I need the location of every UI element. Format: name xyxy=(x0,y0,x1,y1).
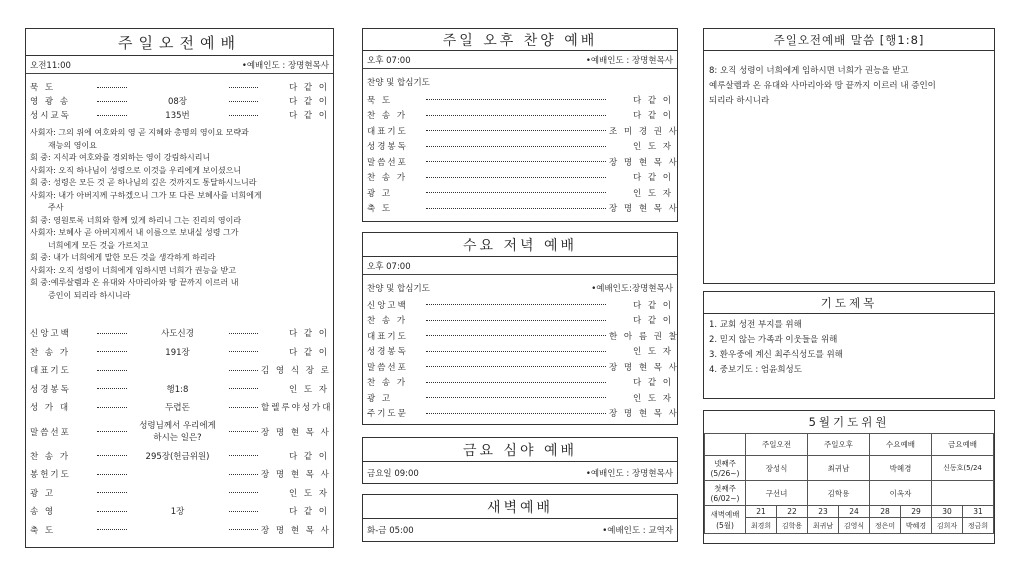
reading-line: 사회자: 오직 하나님이 성령으로 이것을 우리에게 보이셨으니 xyxy=(30,165,242,175)
order-row xyxy=(26,417,333,447)
order-label: 광 고 xyxy=(367,393,393,404)
reading-line: 사회자: 그의 위에 여호와의 영 곧 지혜와 총명의 영이요 모략과 xyxy=(30,128,249,137)
order-person: 다 같 이 xyxy=(288,83,329,93)
order-row xyxy=(26,361,333,380)
order-row xyxy=(26,484,333,503)
name-cell: 김영식 xyxy=(839,518,870,534)
reading-line: 재능의 영이요 xyxy=(48,140,97,150)
order-person: 인 도 자 xyxy=(632,393,673,404)
order-label: 대표기도 xyxy=(30,366,71,377)
order-label: 축 도 xyxy=(30,525,56,536)
order-detail: 08장 xyxy=(167,97,188,107)
date-cell: 21 xyxy=(746,506,777,518)
dot-leader xyxy=(229,351,259,352)
order-person: 장 명 현 목 사 xyxy=(261,427,331,438)
prayer-item: 1. 교회 성전 부지를 위해 xyxy=(709,320,802,330)
order-label: 성경봉독 xyxy=(367,347,408,358)
order-person: 인 도 자 xyxy=(632,188,673,199)
dot-leader xyxy=(426,382,606,383)
service-time: 오후 07:00 xyxy=(367,262,411,272)
order-person: 다 같 이 xyxy=(288,507,329,518)
order-list-top xyxy=(26,80,333,122)
order-person: 장 명 현 목 사 xyxy=(609,409,679,420)
service-time: 오후 07:00 xyxy=(367,56,411,66)
order-row xyxy=(26,398,333,417)
order-person: 한 아 름 권 찰 xyxy=(609,331,679,342)
order-row xyxy=(26,380,333,399)
order-row xyxy=(26,521,333,540)
dot-leader xyxy=(97,529,127,530)
committee-table xyxy=(704,433,994,534)
order-person: 인 도 자 xyxy=(288,384,329,395)
dot-leader xyxy=(97,388,127,389)
service-leader: •예배인도 : 교역자 xyxy=(602,526,673,536)
dot-leader xyxy=(426,177,606,178)
order-person: 할렐루야성가대 xyxy=(261,403,333,414)
order-person: 다 같 이 xyxy=(288,329,329,340)
panel-sunday-afternoon xyxy=(362,28,678,222)
dot-leader xyxy=(229,455,259,456)
col-header: 금요예배 xyxy=(932,434,994,456)
order-person: 다 같 이 xyxy=(632,173,673,184)
service-time: 오전11:00 xyxy=(30,61,71,71)
scripture-text xyxy=(704,51,994,109)
order-person: 다 같 이 xyxy=(632,316,673,327)
order-label: 신앙고백 xyxy=(30,329,71,340)
date-cell: 30 xyxy=(932,506,963,518)
panel-prayer-topics xyxy=(703,291,995,399)
order-detail: 1장 xyxy=(170,507,185,518)
dot-leader xyxy=(229,492,259,493)
dot-leader xyxy=(229,388,259,389)
order-person: 다 같 이 xyxy=(632,95,673,106)
order-row xyxy=(26,343,333,362)
order-person: 다 같 이 xyxy=(288,111,329,121)
panel-dawn xyxy=(362,494,678,542)
dot-leader xyxy=(426,208,606,209)
prayer-item: 4. 중보기도 : 엄윤희성도 xyxy=(709,365,802,375)
row-label: 넷째주 (5/26~) xyxy=(705,456,746,481)
reading-line: 주사 xyxy=(48,203,64,212)
name-cell: 정금희 xyxy=(963,518,994,534)
order-label: 영 광 송 xyxy=(30,97,71,107)
date-cell: 31 xyxy=(963,506,994,518)
order-person: 다 같 이 xyxy=(288,97,329,107)
order-row xyxy=(26,447,333,466)
order-person: 장 명 현 목 사 xyxy=(609,157,679,168)
order-label: 찬 송 가 xyxy=(367,173,408,184)
order-detail: 사도신경 xyxy=(161,329,194,340)
order-list xyxy=(26,324,333,539)
order-detail: 135번 xyxy=(165,111,190,121)
dot-leader xyxy=(97,333,127,334)
order-person: 다 같 이 xyxy=(632,300,673,311)
reading-line: 회 중: 지식과 여호와를 경외하는 영이 강림하시리니 xyxy=(30,153,211,162)
dot-leader xyxy=(97,492,127,493)
panel-subheader xyxy=(363,257,677,275)
dot-leader xyxy=(426,304,606,305)
table-cell: 신동호(5/24 xyxy=(932,456,994,481)
row-label: 첫째주 (6/02~) xyxy=(705,481,746,506)
reading-line: 사회자: 내가 아버지께 구하겠으니 그가 또 다른 보혜사를 너희에게 xyxy=(30,190,262,200)
dot-leader xyxy=(229,431,259,432)
order-list xyxy=(363,92,677,216)
order-detail: 295장(헌금위원) xyxy=(145,451,210,462)
order-detail: 행1:8 xyxy=(166,384,189,395)
dot-leader xyxy=(426,146,606,147)
order-label: 말씀선포 xyxy=(30,427,71,438)
scripture-line: 예루살렘과 온 유대와 사마리아와 땅 끝까지 이르러 내 증인이 xyxy=(709,81,936,91)
dot-leader xyxy=(97,474,127,475)
order-row xyxy=(363,375,677,391)
dot-leader xyxy=(426,397,606,398)
prayer-item: 3. 환우중에 계신 최주식성도를 위해 xyxy=(709,350,843,360)
dot-leader xyxy=(426,99,606,100)
order-person: 장 명 현 목 사 xyxy=(609,204,679,215)
order-person: 장 명 현 목 사 xyxy=(609,362,679,373)
dot-leader xyxy=(229,529,259,530)
order-detail-line: 하시는 일은? xyxy=(153,432,202,443)
name-cell: 최경희 xyxy=(746,518,777,534)
panel-title: 주일오전예배 xyxy=(26,29,333,56)
dot-leader xyxy=(426,130,606,131)
service-leader: •예배인도:장명현목사 xyxy=(591,284,673,294)
order-label: 말씀선포 xyxy=(367,362,408,373)
dot-leader xyxy=(97,115,127,116)
date-cell: 29 xyxy=(901,506,932,518)
order-label: 성경봉독 xyxy=(367,142,408,153)
table-cell: 박혜경 xyxy=(870,456,932,481)
responsive-reading xyxy=(26,127,333,302)
dot-leader xyxy=(426,335,606,336)
order-row xyxy=(363,406,677,422)
order-label: 대표기도 xyxy=(367,126,408,137)
prayer-item: 2. 믿지 않는 가족과 이웃들을 위해 xyxy=(709,335,838,345)
dot-leader xyxy=(97,511,127,512)
dot-leader xyxy=(97,370,127,371)
panel-title: 금요 심야 예배 xyxy=(363,438,677,462)
order-label: 신앙고백 xyxy=(367,300,408,311)
dot-leader xyxy=(97,87,127,88)
panel-title: 기도제목 xyxy=(704,292,994,314)
dot-leader xyxy=(426,413,606,414)
service-leader: •예배인도 : 장명현목사 xyxy=(241,61,329,71)
order-label: 찬 송 가 xyxy=(367,111,408,122)
dot-leader xyxy=(97,351,127,352)
panel-wednesday xyxy=(362,232,678,425)
order-label: 봉헌기도 xyxy=(30,470,71,481)
panel-subheader xyxy=(363,51,677,69)
dot-leader xyxy=(229,101,259,102)
order-row xyxy=(363,344,677,360)
name-cell: 김희자 xyxy=(932,518,963,534)
panel-friday xyxy=(362,437,678,484)
reading-line: 회 중: 내가 너희에게 말한 모든 것을 생각하게 하리라 xyxy=(30,253,216,262)
panel-prayer-committee xyxy=(703,410,995,544)
order-label: 찬 송 가 xyxy=(367,316,408,327)
order-label: 묵 도 xyxy=(30,83,56,93)
dot-leader xyxy=(229,474,259,475)
date-cell: 28 xyxy=(870,506,901,518)
panel-subheader xyxy=(26,56,333,74)
order-label: 말씀선포 xyxy=(367,157,408,168)
order-row xyxy=(363,201,677,217)
reading-line: 회 중:예루살렘과 온 유대와 사마리아와 땅 끝까지 이르러 내 xyxy=(30,278,239,287)
order-detail: 두렵돈 xyxy=(165,403,190,414)
service-time: 화-금 05:00 xyxy=(367,526,414,536)
order-row xyxy=(363,359,677,375)
name-cell: 박혜경 xyxy=(901,518,932,534)
reading-line: 사회자: 보혜사 곧 아버지께서 내 이름으로 보내실 성령 그가 xyxy=(30,228,239,237)
service-time: 금요일 09:00 xyxy=(367,469,419,479)
reading-line: 회 중: 영원토록 너희와 함께 있게 하리니 그는 진리의 영이라 xyxy=(30,215,242,225)
panel-title: 새벽예배 xyxy=(363,495,677,519)
name-cell: 김학용 xyxy=(777,518,808,534)
reading-line: 회 중: 성령은 모든 것 곧 하나님의 깊은 것까지도 통달하시느니라 xyxy=(30,178,257,187)
order-label: 찬 송 가 xyxy=(367,378,408,389)
order-label: 축 도 xyxy=(367,204,393,215)
dot-leader xyxy=(229,87,259,88)
order-row xyxy=(363,139,677,155)
order-label: 성 가 대 xyxy=(30,403,71,414)
order-person: 장 명 현 목 사 xyxy=(261,525,331,536)
order-label: 광 고 xyxy=(367,188,393,199)
order-row xyxy=(363,328,677,344)
order-row xyxy=(363,390,677,406)
order-row xyxy=(363,313,677,329)
order-list xyxy=(363,297,677,421)
dot-leader xyxy=(97,101,127,102)
panel-title: 5월기도위원 xyxy=(808,415,890,429)
table-cell: 구선녀 xyxy=(746,481,808,506)
order-row xyxy=(363,154,677,170)
order-label: 주기도문 xyxy=(367,409,408,420)
col-header: 주일오후 xyxy=(808,434,870,456)
service-leader: •예배인도 : 장명현목사 xyxy=(585,56,673,66)
table-cell: 이옥자 xyxy=(870,481,932,506)
order-person: 다 같 이 xyxy=(632,378,673,389)
panel-subheader xyxy=(363,462,677,481)
order-label: 광 고 xyxy=(30,488,56,499)
dot-leader xyxy=(97,407,127,408)
dot-leader xyxy=(426,320,606,321)
dot-leader xyxy=(229,370,259,371)
name-cell: 최귀남 xyxy=(808,518,839,534)
table-cell: 김학용 xyxy=(808,481,870,506)
dot-leader xyxy=(229,407,259,408)
order-person: 다 같 이 xyxy=(288,347,329,358)
order-label: 성경봉독 xyxy=(30,384,71,395)
order-label: 찬 송 가 xyxy=(30,347,71,358)
reading-line: 너희에게 모든 것을 가르치고 xyxy=(48,240,149,250)
order-label: 대표기도 xyxy=(367,331,408,342)
order-label: 찬 송 가 xyxy=(30,451,71,462)
order-person: 다 같 이 xyxy=(288,451,329,462)
panel-subheader xyxy=(363,519,677,538)
order-row xyxy=(26,502,333,521)
dot-leader xyxy=(97,455,127,456)
date-cell: 22 xyxy=(777,506,808,518)
dot-leader xyxy=(426,366,606,367)
panel-sunday-morning xyxy=(25,28,334,548)
order-person: 인 도 자 xyxy=(632,142,673,153)
order-row xyxy=(363,123,677,139)
scripture-line: 8: 오직 성령이 너희에게 임하시면 너희가 권능을 받고 xyxy=(709,66,909,76)
dot-leader xyxy=(426,351,606,352)
dot-leader xyxy=(426,192,606,193)
corner-cell xyxy=(705,434,746,456)
reading-line: 증인이 되리라 하시니라 xyxy=(48,290,131,300)
order-row xyxy=(363,185,677,201)
dot-leader xyxy=(426,161,606,162)
order-row xyxy=(26,324,333,343)
section-heading: 찬양 및 합심기도 xyxy=(367,284,430,294)
scripture-line: 되리라 하시니라 xyxy=(709,96,770,106)
order-person: 인 도 자 xyxy=(288,488,329,499)
dot-leader xyxy=(426,115,606,116)
order-row xyxy=(363,170,677,186)
order-person: 김 영 식 장 로 xyxy=(261,366,331,377)
order-detail xyxy=(130,420,226,444)
panel-scripture xyxy=(703,28,995,284)
panel-title: 수요 저녁 예배 xyxy=(363,233,677,257)
order-person: 인 도 자 xyxy=(632,347,673,358)
col-header: 주일오전 xyxy=(746,434,808,456)
order-person: 조 미 경 권 사 xyxy=(609,126,679,137)
section-heading: 찬양 및 합심기도 xyxy=(367,78,430,88)
order-detail: 191장 xyxy=(165,347,190,358)
order-row xyxy=(363,92,677,108)
order-row xyxy=(363,297,677,313)
dot-leader xyxy=(229,511,259,512)
order-person: 장 명 현 목 사 xyxy=(261,470,331,481)
order-detail-line: 성령님께서 우리에게 xyxy=(139,420,216,431)
order-label: 성시교독 xyxy=(30,111,71,121)
order-row xyxy=(363,108,677,124)
panel-title: 주일오전예배 말씀 [행1:8] xyxy=(704,29,994,51)
date-cell: 24 xyxy=(839,506,870,518)
section-heading-row xyxy=(363,283,677,296)
order-label: 송 영 xyxy=(30,507,56,518)
order-person: 다 같 이 xyxy=(632,111,673,122)
row-label: 새벽예배 (5월) xyxy=(705,506,746,534)
table-cell xyxy=(932,481,994,506)
reading-line: 사회자: 오직 성령이 너희에게 임하시면 너희가 권능을 받고 xyxy=(30,265,236,275)
order-row xyxy=(26,108,333,122)
dot-leader xyxy=(229,333,259,334)
panel-title: 주일 오후 찬양 예배 xyxy=(363,29,677,51)
order-row xyxy=(26,80,333,94)
dot-leader xyxy=(229,115,259,116)
col-header: 수요예배 xyxy=(870,434,932,456)
table-cell: 최귀남 xyxy=(808,456,870,481)
dot-leader xyxy=(97,431,127,432)
order-row xyxy=(26,465,333,484)
prayer-list xyxy=(704,314,994,378)
name-cell: 정은미 xyxy=(870,518,901,534)
service-leader: •예배인도 : 장명현목사 xyxy=(585,469,673,479)
order-label: 묵 도 xyxy=(367,95,393,106)
order-row xyxy=(26,94,333,108)
table-cell: 장성식 xyxy=(746,456,808,481)
date-cell: 23 xyxy=(808,506,839,518)
